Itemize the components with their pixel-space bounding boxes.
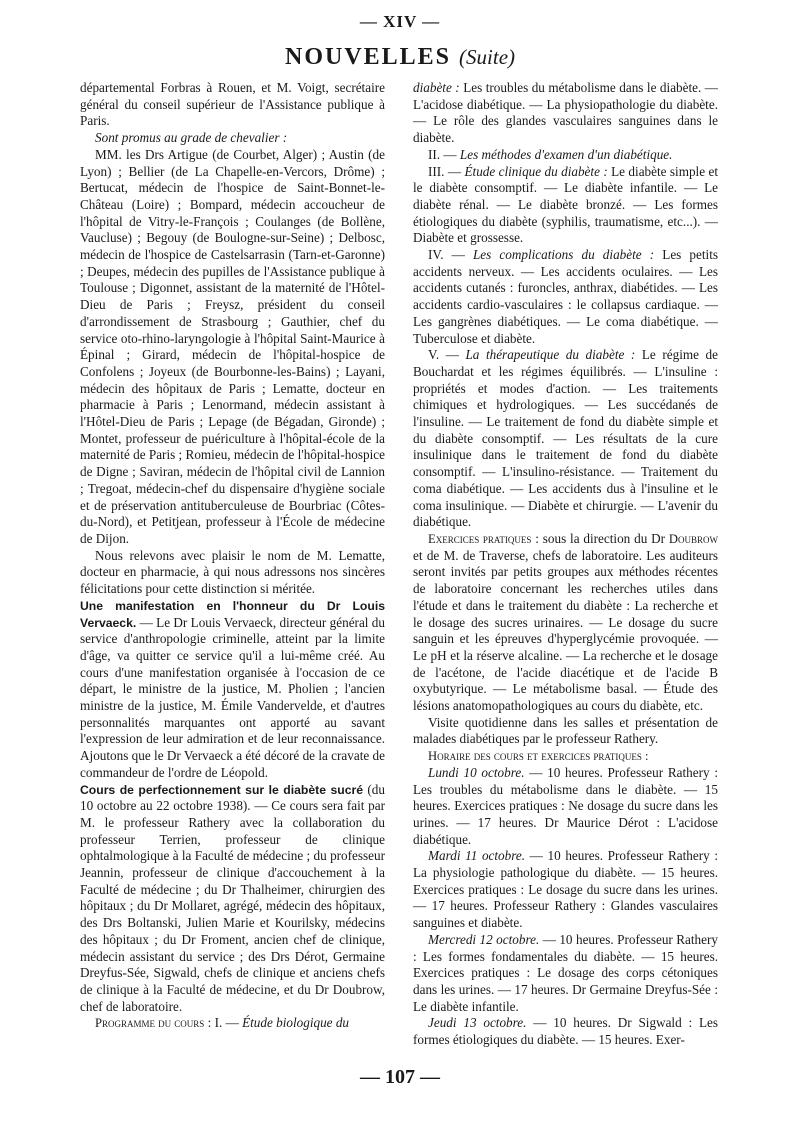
section-title: NOUVELLES (284, 44, 452, 70)
practical-exercises-body: et de M. de Traverse, chefs de laboratoire. Les auditeurs seront invités par petits groupes aux méthodes récentes de laboratoire concernant les recherches utiles dans l'étude et dans le traitement du diabète : La recherche et le dosage des sucres urinaires. — Le dosage du sucre sanguin et les épreuves d'hyperglycémie provoquée. — Le pH et la réserve alcaline. — La recherche et le dosage de l'acétone, de l'acide diacétique et de l'acide B oxybutyrique. — Le métabolisme basal. — Étude des lésions anatomopathologiques au cours du diabète, etc. (413, 547, 718, 714)
program-numeral: : I. — (204, 1015, 243, 1031)
vervaeck-heading: Une manifestation en l'honneur du Dr Louis Vervaeck. (80, 598, 385, 630)
schedule-wednesday (413, 932, 718, 1016)
program-part-5 (413, 347, 718, 531)
promotion-list: MM. les Drs Artigue (de Courbet, Alger) ; Austin (de Lyon) ; Bellier (de La Chapelle-en-Vercors, Drôme) ; Bertucat, médecin de l'hospice de Saint-Bonnet-le-Château (Loire) ; Bompard, médecin accoucheur de l'hôpital de Vitry-le-François ; Coulanges (de Bollène, Vaucluse) ; Begouy (de Boulogne-sur-Seine) ; Delbosc, médecin de l'hospice de Castelsarrasin (Tarn-et-Garonne) ; Deupes, médecin des pupilles de l'Assistance publique à Toulouse ; Digonnet, assistant de la maternité de l'Hôtel-Dieu de Paris ; Freysz, président du conseil d'arrondissement de Strasbourg ; Gauthier, chef du service oto-rhino-laryngologie à l'hôpital Saint-Maurice à Épinal ; Girard, médecin de l'hôpital-hospice de Confolens ; Joyeux (de Bourbonne-les-Bains) ; Layani, médecin des hôpitaux de Paris ; Lematte, docteur en pharmacie à Paris ; Lenormand, médecin assistant à l'Hôtel-Dieu de Paris ; Lepage (de Bégadan, Gironde) ; Montet, professeur de puériculture à l'hôpital-école de la maternité de Paris ; Romieu, médecin de l'hôpital-hospice de Digne ; Saviran, médecin de l'hôpital civil de Lannion ; Tregoat, médecin-chef du dispensaire d'hygiène sociale et de préservation antituberculeuse de Bourbriac (Côtes-du-Nord), et Petitjean, professeur à l'École de médecine de Dijon. (80, 146, 385, 546)
practical-exercises (413, 531, 718, 715)
page-number: — 107 — (360, 1066, 440, 1088)
schedule-heading (413, 748, 718, 765)
program-part-3-num: III. — (428, 163, 465, 179)
tuesday-body: — 10 heures. Professeur Rathery : La physiologie pathologique du diabète. — 15 heures. Exercices pratiques : Le dosage du sucre dans les urines. — 17 heures. Professeur Rathery : Glandes vasculaires sanguines et diabète. (413, 848, 718, 931)
program-part-5-title: La thérapeutique du diabète : (465, 347, 636, 363)
daily-visit: Visite quotidienne dans les salles et présentation de malades diabétiques par le professeur Rathery. (413, 714, 718, 747)
program-part-1 (413, 80, 718, 147)
monday-date: Lundi 10 octobre. (428, 764, 525, 780)
program-part-2-title: Les méthodes d'examen d'un diabétique. (459, 146, 673, 162)
section-suite: (Suite) (459, 45, 516, 69)
program-part-4-title: Les complications du diabète : (472, 247, 655, 263)
program-part-2-num: II. — (428, 146, 460, 162)
running-head (0, 44, 800, 71)
left-column (80, 80, 385, 1032)
program-part-3-title: Étude clinique du diabète : (464, 163, 608, 179)
doubrow-name: Doubrow (668, 531, 719, 546)
schedule-thursday (413, 1015, 718, 1048)
program-part-5-body: Le régime de Bouchardat et les régimes équilibrés. — L'insuline : propriétés et modes d'action. — Les traitements chimiques et hydrologiques. — Les succédanés de l'insuline. — Le traitement de fond du diabète simple et du diabète consomptif. — Les résultats de la cure insulinique dans le traitement de fond du diabète consomptif. — L'insulino-résistance. — Traitement du coma diabétique. — Les accidents dus à l'insuline et le coma insulinique. — Diabète et chirurgie. — L'avenir du diabétique. (413, 347, 718, 530)
vervaeck-article (80, 598, 385, 782)
program-part-1-title-cont: diabète : (413, 80, 460, 95)
left-paragraph-1: départemental Forbras à Rouen, et M. Voigt, secrétaire général du conseil supérieur de l'Assistance publique à Paris. (80, 80, 385, 129)
thursday-body: — 10 heures. Dr Sigwald : Les formes étiologiques du diabète. — 15 heures. Exer- (413, 1015, 719, 1048)
lematte-note: Nous relevons avec plaisir le nom de M. Lematte, docteur en pharmacie, à qui nous adressons nos sincères félicitations pour cette distinction si méritée. (80, 547, 385, 597)
monday-body: — 10 heures. Professeur Rathery : Les troubles du métabolisme dans le diabète. — 15 heures. Exercices pratiques : Ne dosage du sucre dans les urines. — 17 heures. Dr Maurice Dérot : L'acidose diabétique. (413, 764, 718, 847)
program-part-3 (413, 164, 718, 248)
program-part-4-body: Les petits accidents nerveux. — Les accidents oculaires. — Les accidents cutanés : furoncles, anthrax, diabétides. — Les accidents cardio-vasculaires : le collapsus cardiaque. — Les gangrènes diabétiques. — Le coma diabétique. — Tuberculose et diabète. (413, 247, 718, 346)
thursday-date: Jeudi 13 octobre. (428, 1015, 527, 1031)
practical-exercises-label: Exercices pratiques (428, 531, 532, 546)
program-part-5-num: V. — (428, 347, 466, 363)
program-intro (80, 1015, 385, 1032)
program-part-2 (413, 147, 718, 164)
program-label: Programme du cours (95, 1016, 205, 1031)
wednesday-body: — 10 heures. Professeur Rathery : Les formes fondamentales du diabète. — 15 heures. Exercices pratiques : Le dosage des corps cétoniques dans les urines. — 17 heures. Dr Germaine Dreyfus-Sée : Le diabète infantile. (413, 931, 718, 1014)
schedule-label: Horaire des cours et exercices pratiques : (428, 749, 649, 764)
folio: — XIV — (359, 12, 441, 31)
wednesday-date: Mercredi 12 octobre. (428, 931, 540, 947)
promotion-heading-text: Sont promus au grade de chevalier : (95, 130, 288, 146)
program-part-1-body: Les troubles du métabolisme dans le diabète. — L'acidose diabétique. — La physiopathologie du diabète. — Le rôle des glandes vasculaires sanguines dans le diabète. (413, 80, 718, 146)
program-part-3-body: Le diabète simple et le diabète consomptif. — Le diabète infantile. — Le diabète rénal. — Le diabète bronzé. — Les formes étiologiques du diabète (syphilis, traumatisme, etc...). — Diabète et grossesse. (413, 163, 718, 246)
vervaeck-body: — Le Dr Louis Vervaeck, directeur général du service d'anthropologie criminelle, atteint par la limite d'âge, va quitter ce service qu'il a lui-même créé. Au cours d'une manifestation organisée à l'occasion de ce départ, le ministre de la justice, M. Pholien ; l'ancien ministre de la justice, M. Émile Vandervelde, et d'autres personnalités marquantes ont apporté au savant l'expression de leur admiration et de leur reconnaissance. Ajoutons que le Dr Vervaeck a été décoré de la cravate de commandeur de l'ordre de Léopold. (80, 614, 385, 780)
practical-exercises-intro: : sous la direction du Dr (531, 530, 669, 546)
schedule-monday (413, 765, 718, 849)
promotion-heading (80, 130, 385, 147)
diabetes-course-article (80, 782, 385, 1016)
right-column (413, 80, 718, 1049)
program-part-4 (413, 247, 718, 347)
diabetes-course-body: (du 10 octobre au 22 octobre 1938). — Ce cours sera fait par M. le professeur Rathery avec la collaboration du professeur Terrien, professeur de clinique ophtalmologique à la Faculté de médecine ; du professeur Jeannin, professeur de clinique d'accouchement à la Faculté de médecine ; du Dr Thalheimer, chirurgien des hôpitaux ; du Dr Mollaret, agrégé, médecin des hôpitaux, des Drs Boltanski, Julien Marie et Kourilsky, médecins des hôpitaux ; du Dr Froment, ancien chef de clinique, médecin assistant du service ; des Drs Dérot, Germaine Dreyfus-Sée, Sigwald, chefs de clinique et anciens chefs de clinique à la Faculté de médecine, et du Dr Doubrow, chef de laboratoire. (80, 781, 385, 1014)
program-part-4-num: IV. — (428, 247, 473, 263)
program-part-1-title: Étude biologique du (242, 1015, 350, 1031)
tuesday-date: Mardi 11 octobre. (428, 848, 526, 864)
schedule-tuesday (413, 848, 718, 932)
diabetes-course-heading: Cours de perfectionnement sur le diabète sucré (80, 782, 363, 797)
